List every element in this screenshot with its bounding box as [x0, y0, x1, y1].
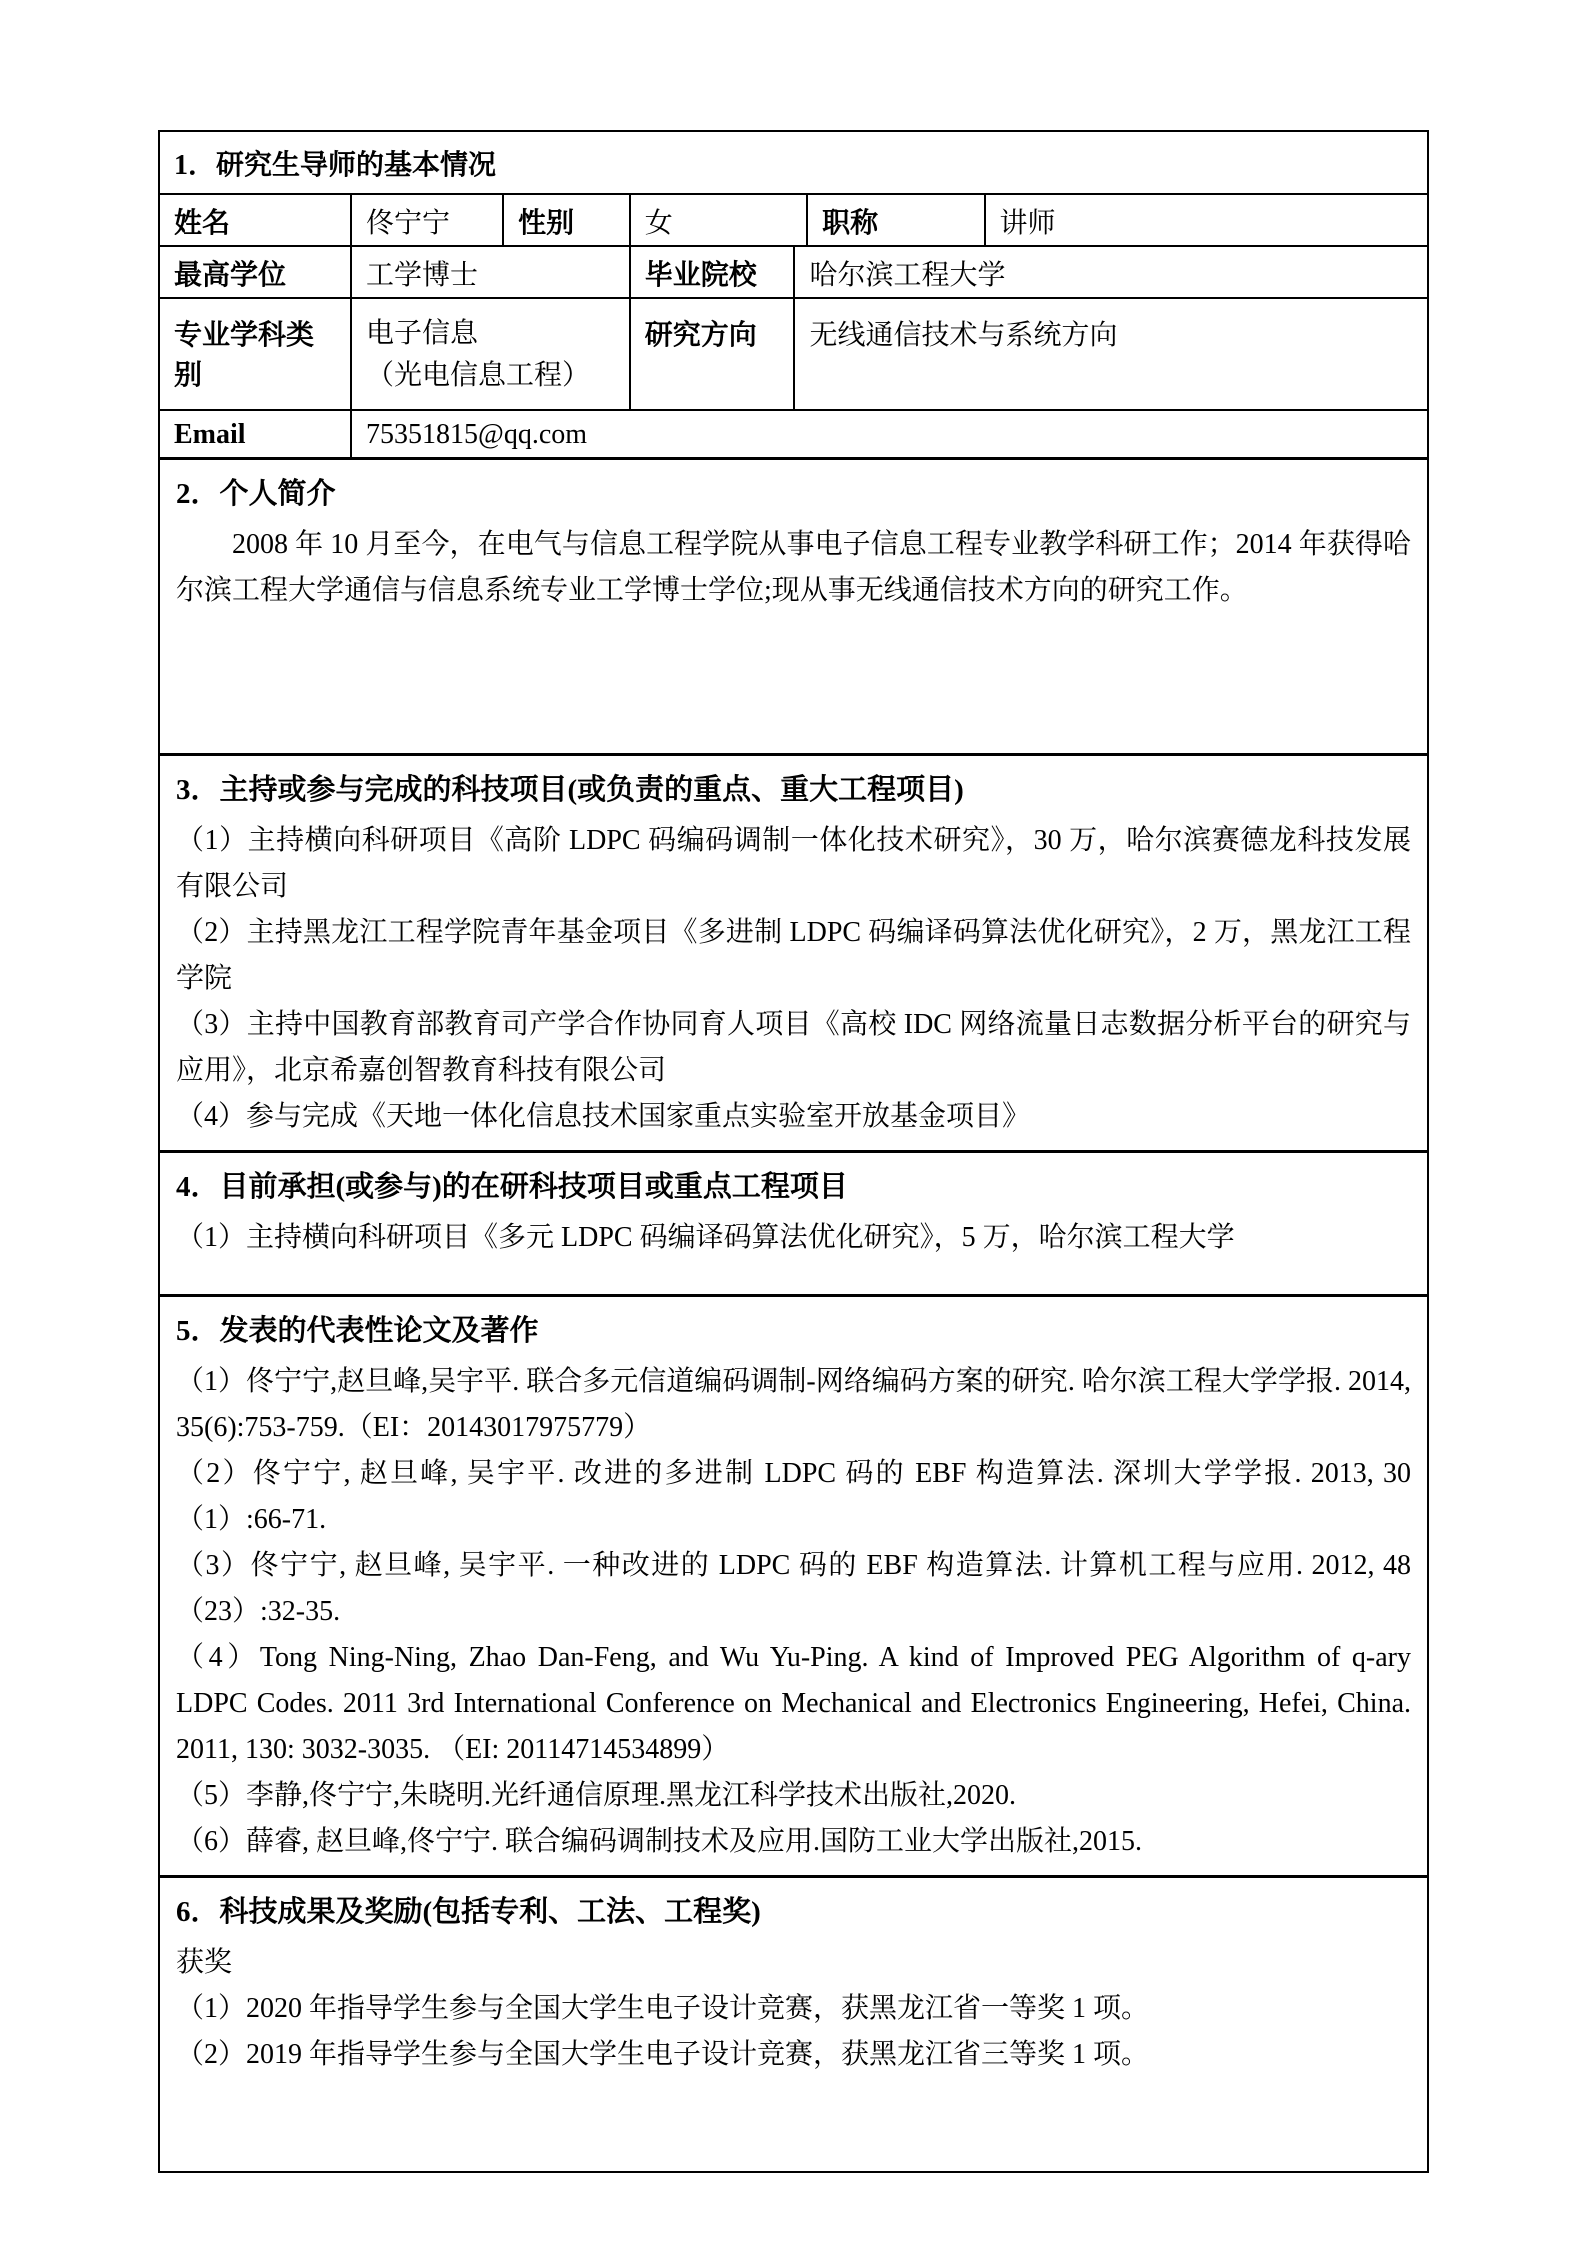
advisor-form	[158, 130, 1429, 2173]
section1-title: 1．研究生导师的基本情况	[174, 149, 497, 181]
project-item: （3）主持中国教育部教育司产学合作协同育人项目《高校 IDC 网络流量日志数据分析平台的研究与应用》，北京希嘉创智教育科技有限公司	[176, 1009, 1411, 1086]
section-completed-projects	[158, 753, 1429, 1152]
major-value-line2: （光电信息工程）	[366, 360, 591, 391]
school-label: 毕业院校	[629, 247, 794, 297]
table-row-major-direction	[160, 297, 1427, 409]
email-label: Email	[174, 419, 246, 450]
major-value-line1: 电子信息	[366, 318, 479, 349]
gender-label: 性别	[502, 195, 629, 245]
award-item: （2）2019 年指导学生参与全国大学生电子设计竞赛，获黑龙江省三等奖 1 项。	[176, 2039, 1150, 2070]
intro-paragraph: 2008 年 10 月至今，在电气与信息工程学院从事电子信息工程专业教学科研工作；2014 年获得哈尔滨工程大学通信与信息系统专业工学博士学位;现从事无线通信技术方向的研究工作。	[176, 529, 1411, 606]
school-value: 哈尔滨工程大学	[793, 247, 1427, 297]
publication-item: （2）佟宁宁, 赵旦峰, 吴宇平. 改进的多进制 LDPC 码的 EBF 构造算法. 深圳大学学报. 2013, 30（1）:66-71.	[176, 1458, 1411, 1535]
gender-value: 女	[629, 195, 806, 245]
major-label: 专业学科类别	[174, 320, 315, 391]
degree-label: 最高学位	[174, 260, 287, 291]
section-awards	[158, 1875, 1429, 2173]
section4-title: 4．目前承担(或参与)的在研科技项目或重点工程项目	[176, 1171, 848, 1203]
project-item: （2）主持黑龙江工程学院青年基金项目《多进制 LDPC 码编译码算法优化研究》，2 万，黑龙江工程学院	[176, 917, 1411, 994]
direction-value: 无线通信技术与系统方向	[793, 299, 1427, 409]
section3-title: 3．主持或参与完成的科技项目(或负责的重点、重大工程项目)	[176, 774, 964, 806]
publication-item: （5）李静,佟宁宁,朱晓明.光纤通信原理.黑龙江科学技术出版社,2020.	[176, 1780, 1017, 1811]
section-basic-info	[158, 130, 1429, 459]
section-publications	[158, 1294, 1429, 1877]
section-personal-intro	[158, 457, 1429, 755]
section5-title: 5．发表的代表性论文及著作	[176, 1315, 539, 1347]
publication-item: （3）佟宁宁, 赵旦峰, 吴宇平. 一种改进的 LDPC 码的 EBF 构造算法. 计算机工程与应用. 2012, 48（23）:32-35.	[176, 1550, 1411, 1627]
direction-label: 研究方向	[629, 299, 794, 409]
section2-title: 2．个人简介	[176, 478, 336, 510]
rank-label: 职称	[806, 195, 983, 245]
name-value: 佟宁宁	[350, 195, 502, 245]
award-item: （1）2020 年指导学生参与全国大学生电子设计竞赛，获黑龙江省一等奖 1 项。	[176, 1993, 1150, 2024]
project-item: （4）参与完成《天地一体化信息技术国家重点实验室开放基金项目》	[176, 1101, 1031, 1132]
project-item: （1）主持横向科研项目《高阶 LDPC 码编码调制一体化技术研究》，30 万，哈尔滨赛德龙科技发展有限公司	[176, 825, 1411, 902]
table-row-name-gender-rank	[160, 193, 1427, 245]
name-label: 姓名	[174, 208, 231, 239]
awards-subtitle: 获奖	[176, 1947, 233, 1978]
section6-title: 6．科技成果及奖励(包括专利、工法、工程奖)	[176, 1896, 761, 1928]
publication-item: （6）薛睿, 赵旦峰,佟宁宁. 联合编码调制技术及应用.国防工业大学出版社,2015.	[176, 1826, 1143, 1857]
current-project-item: （1）主持横向科研项目《多元 LDPC 码编译码算法优化研究》，5 万，哈尔滨工程大学	[176, 1222, 1235, 1253]
degree-value: 工学博士	[350, 247, 629, 297]
rank-value: 讲师	[984, 195, 1427, 245]
major-value	[350, 299, 629, 409]
table-row-email	[160, 409, 1427, 457]
email-value: 75351815@qq.com	[350, 411, 1427, 457]
table-row-degree-school	[160, 245, 1427, 297]
publication-item: （4）Tong Ning-Ning, Zhao Dan-Feng, and Wu Yu-Ping. A kind of Improved PEG Algorithm of q-ary LDPC Codes. 2011 3rd International Conference on Mechanical and Electronics Engineering, Hefei, China. 2011, 130: 3032-3035. （EI: 20114714534899）	[176, 1642, 1411, 1765]
publication-item: （1）佟宁宁,赵旦峰,吴宇平. 联合多元信道编码调制-网络编码方案的研究. 哈尔滨工程大学学报. 2014, 35(6):753-759.（EI：20143017975779）	[176, 1366, 1411, 1443]
section-current-projects	[158, 1150, 1429, 1296]
